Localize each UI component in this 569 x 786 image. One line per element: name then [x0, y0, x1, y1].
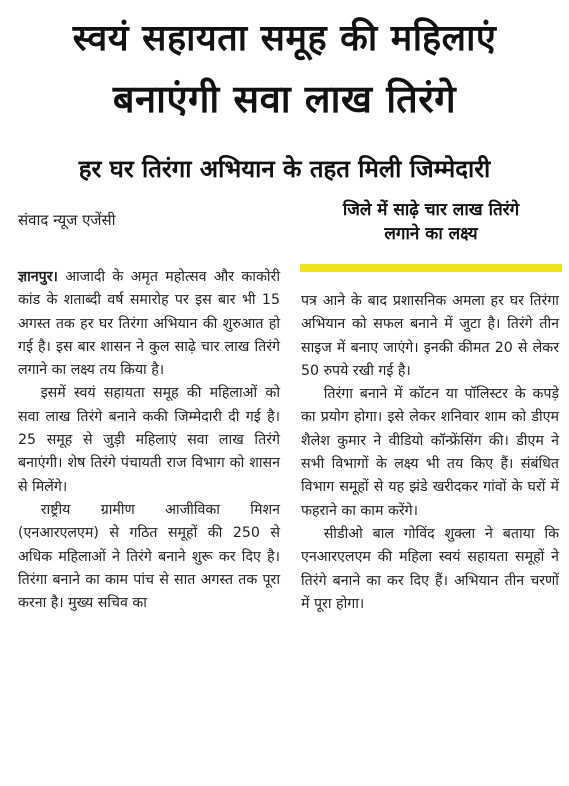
column-1-paragraph-1 [18, 266, 280, 382]
subheadline: हर घर तिरंगा अभियान के तहत मिली जिम्मेदारी [78, 155, 491, 183]
article-column-2 [301, 290, 559, 616]
column-1-paragraph-2: इसमें स्वयं सहायता समूह की महिलाओं को सवा लाख तिरंगे बनाने ककी जिम्मेदारी दी गई है। 25 समूह से जुड़ी महिलाएं सवा लाख तिरंगे बनाएंगी। शेष तिरंगे पंचायती राज विभाग को शासन से मिलेंगे। [18, 385, 280, 495]
headline-line-2: बनाएंगी सवा लाख तिरंगे [112, 77, 457, 121]
column-2-paragraph-1: पत्र आने के बाद प्रशासनिक अमला हर घर तिरंगा अभियान को सफल बनाने में जुटा है। तिरंगे तीन साइज में बनाए जाएंगे। इनकी कीमत 20 से लेकर 50 रुपये रखी गई है। [301, 293, 559, 379]
headline-line-1: स्वयं सहायता समूह की महिलाएं [72, 18, 497, 59]
sidebar-heading [300, 198, 562, 246]
article-column-1 [18, 266, 280, 615]
column-2-paragraph-3: सीडीओ बाल गोविंद शुक्ला ने बताया कि एनआरएलएम की महिला स्वयं सहायता समूहों ने तिरंगे बनाने का कर दिए हैं। अभियान तीन चरणों में पूरा होगा। [301, 525, 559, 612]
column-2-paragraph-2: तिरंगा बनाने में कॉटन या पॉलिस्टर के कपड़े का प्रयोग होगा। इसे लेकर शनिवार शाम को डीएम शैलेश कुमार ने वीडियो कॉन्फ्रेंसिंग की। डीएम ने सभी विभागों के लक्ष्य भी तय किए हैं। संबंधित विभाग समूहों से यह झंडे खरीदकर गांवों के घरों में फहराने का काम करेंगे। [301, 386, 559, 519]
news-agency-credit: संवाद न्यूज एजेंसी [18, 211, 116, 229]
column-1-paragraph-3: राष्ट्रीय ग्रामीण आजीविका मिशन (एनआरएलएम) से गठित समूहों की 250 से अधिक महिलाओं ने तिरंगे बनाने शुरू कर दिए है। तिरंगा बनाने का काम पांच से सात अगस्त तक पूरा करना है। मुख्य सचिव का [18, 501, 280, 612]
sidebar-heading-line-2: लगाने का लक्ष्य [384, 224, 478, 244]
sidebar-accent-bar [300, 264, 562, 272]
column-1-paragraph-1-text: आजादी के अमृत महोत्सव और काकोरी कांड के शताब्दी वर्ष समारोह पर इस बार भी 15 अगस्त तक हर घर तिरंगा अभियान की शुरुआत हो गई है। इस बार शासन ने कुल साढ़े चार लाख तिरंगे लगाने का लक्ष्य तय किया है। [18, 269, 280, 379]
dateline: ज्ञानपुर। [18, 269, 58, 285]
sidebar-heading-line-1: जिले में साढ़े चार लाख तिरंगे [342, 200, 520, 220]
